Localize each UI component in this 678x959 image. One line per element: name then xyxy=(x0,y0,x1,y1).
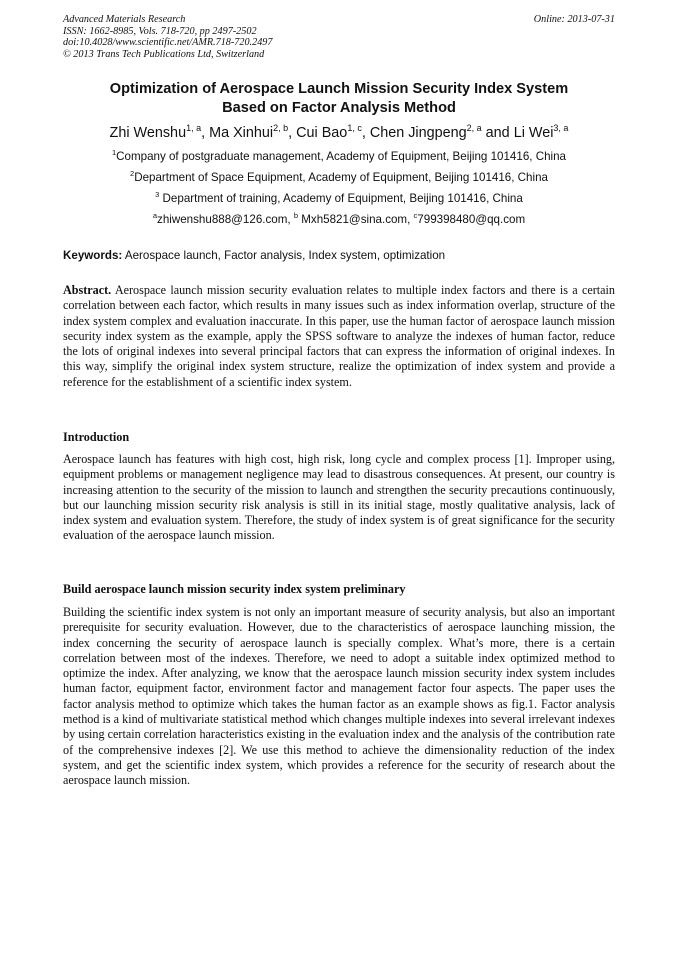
affiliation-2: $^2$Department of Space Equipment, Academy of Equipment, Beijing 101416, China xyxy=(130,169,548,184)
author-sup: 2, b xyxy=(273,123,289,133)
author-list: Zhi Wenshu$^{1, a}$, Ma Xinhui$^{2, b}$, Cui Bao$^{1, c}$, Chen Jingpeng$^{2, a}$ and Li Wei$^{3, a}$ xyxy=(109,123,569,141)
abstract xyxy=(63,283,615,390)
email-a: zhiwenshu888@126.com, xyxy=(157,213,294,226)
author-sup: 1, c xyxy=(347,123,362,133)
running-header xyxy=(63,14,615,60)
introduction-heading: Introduction xyxy=(63,430,130,444)
keywords-label: Keywords: xyxy=(63,249,123,262)
affiliation-3: $^3$ Department of training, Academy of Equipment, Beijing 101416, China xyxy=(155,190,523,205)
paper-title xyxy=(60,80,618,118)
doi-line: doi:10.4028/www.scientific.net/AMR.718-720.2497 xyxy=(63,37,273,48)
section2-heading: Build aerospace launch mission security index system preliminary xyxy=(63,582,406,596)
keywords xyxy=(63,249,615,263)
abstract-label: Abstract. xyxy=(63,283,112,297)
introduction-text: Aerospace launch has features with high cost, high risk, long cycle and complex process [1]. Improper using, equipment problems or management negligence may lead to disastrous consequences. At present, our country is increasing attention to the security of the mission to launch and strengthen the security precautions continuously, but our launching mission security risk analysis is still in its initial stage, mostly qualitative analysis, lack of index system and evaluation system. Therefore, the study of index system is of great significance for the security evaluation of the aerospace launch mission. xyxy=(63,452,615,543)
author-sup: 3, a xyxy=(553,123,569,133)
journal-name: Advanced Materials Research xyxy=(63,14,186,25)
author-sup: 2, a xyxy=(466,123,482,133)
section2-text: Building the scientific index system is not only an important measure of security analysis, but also an important prerequisite for security evaluation. However, due to the characteristics of aerospace launching mission, the index concerning the security of aerospace launch is specially complex. What’s more, there is a certain correlation between most of the indexes. Therefore, we need to adopt a suitable index optimized method to optimize the index. After analyzing, we know that the aerospace launch mission security index system includes human factor, equipment factor, environment factor and management factor four aspects. The paper uses the factor analysis method to optimize which takes the human factor as an example shows as fig.1. Factor analysis method is a kind of multivariate statistical method which changes multiple indexes into several irrelevant indexes by using certain correlation haracteristics existing in the evaluation index and the analysis of the contribution rate of the comprehensive indexes [2]. We use this method to achieve the dimensionality reduction of the index system, and get the scientific index system, which provides a reference for the security of research about the aerospace launch mission. xyxy=(63,605,615,788)
author-sup: 1, a xyxy=(186,123,202,133)
affiliation-1: $^1$Company of postgraduate management, Academy of Equipment, Beijing 101416, China xyxy=(111,148,567,163)
author-name: Cui Bao xyxy=(296,125,348,141)
issn-line: ISSN: 1662-8985, Vols. 718-720, pp 2497-2502 xyxy=(63,25,257,37)
title-line-2: Based on Factor Analysis Method xyxy=(222,100,456,116)
keywords-text: Aerospace launch, Factor analysis, Index system, optimization xyxy=(122,249,446,262)
copyright-line: © 2013 Trans Tech Publications Ltd, Switzerland xyxy=(63,48,265,60)
email-line: $^a$zhiwenshu888@126.com, $^b$ Mxh5821@sina.com, $^c$799398480@qq.com xyxy=(152,211,526,226)
author-name: Zhi Wenshu xyxy=(109,125,187,141)
title-line-1: Optimization of Aerospace Launch Mission Security Index System xyxy=(109,81,569,97)
author-name: Chen Jingpeng xyxy=(369,125,467,141)
author-name: Ma Xinhui xyxy=(209,125,274,141)
author-name: Li Wei xyxy=(513,125,554,141)
email-c: 799398480@qq.com xyxy=(417,213,526,226)
abstract-text: Aerospace launch mission security evaluation relates to multiple index factors and there is a certain correlation between each factor, which results in many issues such as index information overlap, structure of the index system complex and evaluation inaccurate. In this paper, use the human factor of aerospace launch mission security index system as the example, apply the SPSS software to analyze the indexes of human factor, reduce the lots of original indexes into several principal factors that can express the information of original indexes. In this way, simplify the original index system structure, realize the optimization of index system and provide a reference for the establishment of a scientific index system. xyxy=(63,283,615,389)
online-date: Online: 2013-07-31 xyxy=(533,14,615,25)
email-b: Mxh5821@sina.com, xyxy=(298,213,414,226)
